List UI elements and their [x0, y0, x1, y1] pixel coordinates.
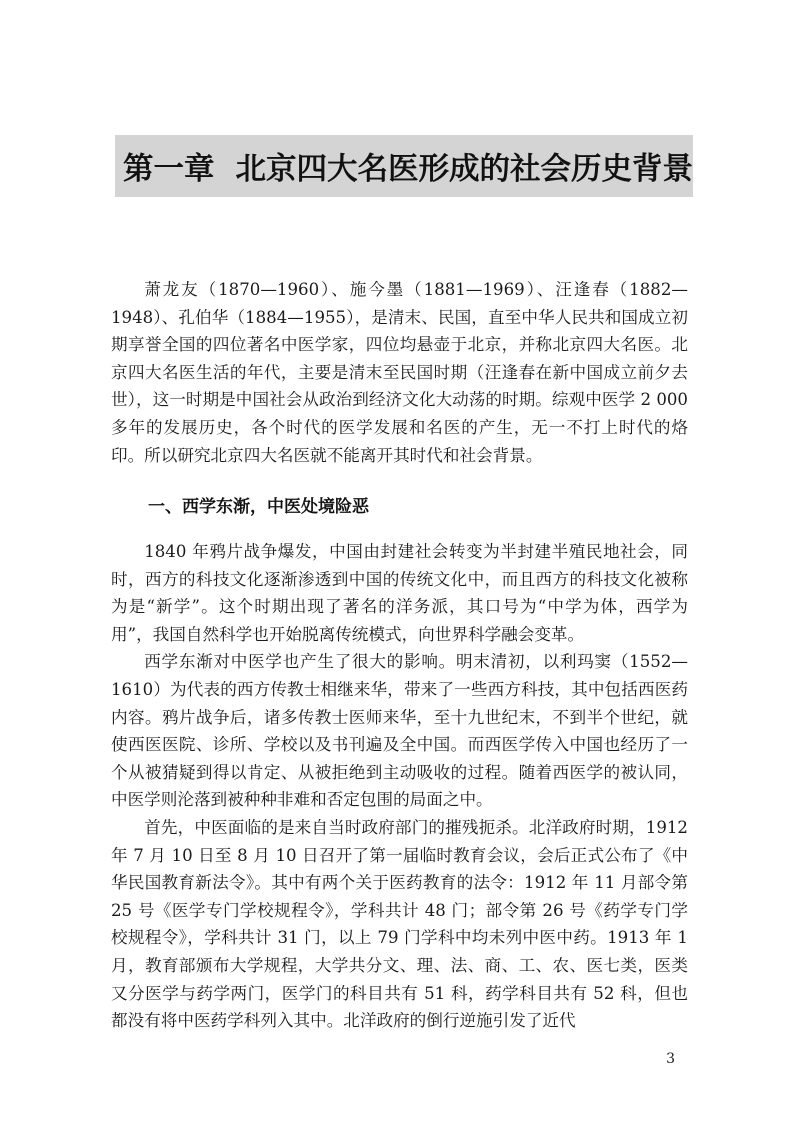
body-paragraph: 西学东渐对中医学也产生了很大的影响。明末清初，以利玛窦（1552—1610）为代表的西方传教士相继来华，带来了一些西方科技，其中包括西医药内容。鸦片战争后，诸多传教士医师来华，至十九世纪末，不到半个世纪，就使西医医院、诊所、学校以及书刊遍及全中国。而西医学传入中国也经历了一个从被猜疑到得以肯定、从被拒绝到主动吸收的过程。随着西医学的被认同，中医学则沦落到被种种非难和否定包围的局面之中。: [111, 652, 688, 810]
body-paragraph: 首先，中医面临的是来自当时政府部门的摧残扼杀。北洋政府时期，1912 年 7 月 10 日至 8 月 10 日召开了第一届临时教育会议，会后正式公布了《中华民国教育新法令》。其中有两个关于医药教育的法令：1912 年 11 月部令第 25 号《医学专门学校规程令》，学科共计 48 门；部令第 26 号《药学专门学校规程令》，学科共计 31 门，以上 79 门学科中均未列中医中药。1913 年 1 月，教育部颁布大学规程，大学共分文、理、法、商、工、农、医七类，医类又分医学与药学两门，医学门的科目共有 51 科，药学科目共有 52 科，但也都没有将中医药学科列入其中。北洋政府的倒行逆施引发了近代: [111, 817, 688, 1031]
section-body: [111, 538, 688, 1035]
chapter-title: 北京四大名医形成的社会历史背景: [235, 152, 693, 187]
chapter-number: 第一章: [123, 152, 215, 187]
body-paragraph: 1840 年鸦片战争爆发，中国由封建社会转变为半封建半殖民地社会，同时，西方的科技文化逐渐渗透到中国的传统文化中，而且西方的科技文化被称为是“新学”。这个时期出现了著名的洋务派，其口号为“中学为体，西学为用”，我国自然科学也开始脱离传统模式，向世界科学融会变革。: [111, 542, 688, 644]
section-heading: 一、西学东渐，中医处境险恶: [148, 497, 369, 517]
chapter-title-banner: [115, 135, 693, 197]
page-number: 3: [666, 1051, 675, 1067]
intro-paragraph: 萧龙友（1870—1960）、施今墨（1881—1969）、汪逢春（1882—1948）、孔伯华（1884—1955），是清末、民国，直至中华人民共和国成立初期享誉全国的四位著名中医学家，四位均悬壶于北京，并称北京四大名医。北京四大名医生活的年代，主要是清末至民国时期（汪逢春在新中国成立前夕去世），这一时期是中国社会从政治到经济文化大动荡的时期。综观中医学 2 000 多年的发展历史，各个时代的医学发展和名医的产生，无一不打上时代的烙印。所以研究北京四大名医就不能离开其时代和社会背景。: [111, 280, 688, 465]
intro-section: [111, 276, 688, 469]
